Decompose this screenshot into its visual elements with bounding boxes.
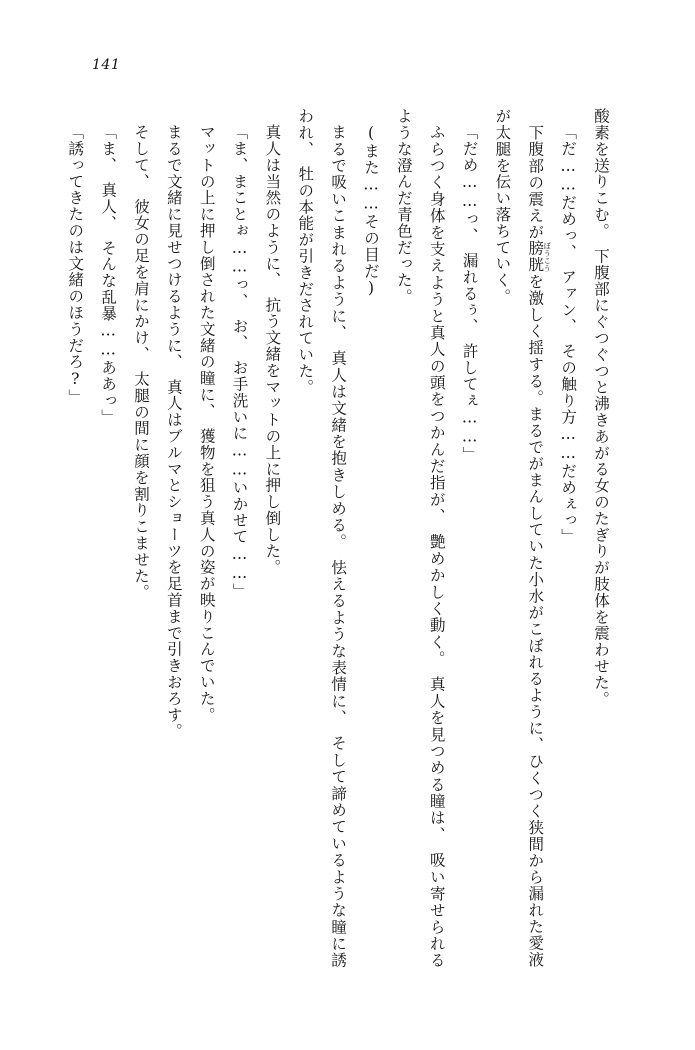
- ruby-annotation: [526, 240, 552, 274]
- page-number: 141: [92, 57, 121, 73]
- paragraph: まるで吸いこまれるように、 真人は文緒を抱きしめる。 怯えるような表情に、 そして諦めているような瞳に誘われ、 牡の本能が引きだされていた。: [296, 108, 348, 968]
- paragraph: 「だ……だめっ、 アァン、 その触り方……だめぇっ」: [559, 123, 578, 545]
- paragraph: 「だめ……っ、 漏れるぅ、 許してぇ……」: [460, 123, 479, 463]
- ruby-text-after: を激しく揺する。まるでがまんしていた小水がこぼれるように、ひくつく狭間から漏れた愛液が太腿を伝い落ちていく。: [493, 108, 545, 968]
- paragraph: 「ま、 真人、 そんな乱暴……ああっ」: [99, 123, 118, 425]
- paragraph: マットの上に押し倒された文緒の瞳に、 獲物を狙う真人の姿が映りこんでいた。: [197, 123, 216, 723]
- paragraph: 酸素を送りこむ。 下腹部にぐつぐつと沸きあがる女のたぎりが肢体を震わせた。: [592, 108, 610, 708]
- paragraph: そして、 彼女の足を肩にかけ、 太腿の間に顔を割りこませた。: [131, 123, 150, 600]
- paragraph: (また……その目だ): [361, 123, 380, 298]
- ruby-base: 膀胱: [526, 240, 545, 274]
- body-text: [66, 108, 617, 968]
- ruby-text-before: 下腹部の震えが: [526, 108, 545, 241]
- paragraph: ふらつく身体を支えようと真人の頭をつかんだ指が、 艶めかしく動く。 真人を見つめる瞳は、 吸い寄せられるような澄んだ青色だった。: [394, 108, 446, 968]
- paragraph-with-ruby: [486, 108, 552, 968]
- paragraph: 「誘ってきたのは文緒のほうだろ?」: [66, 123, 85, 405]
- paragraph: まるで文緒に見せつけるように、 真人はブルマとショーツを足首まで引きおろす。: [164, 123, 183, 739]
- ruby-reading: ぼうこう: [542, 240, 552, 274]
- paragraph: 真人は当然のように、 抗う文緒をマットの上に押し倒した。: [263, 123, 282, 575]
- paragraph: 「ま、まことぉ……っ、 お、 お手洗いに……いかせて……」: [230, 123, 249, 599]
